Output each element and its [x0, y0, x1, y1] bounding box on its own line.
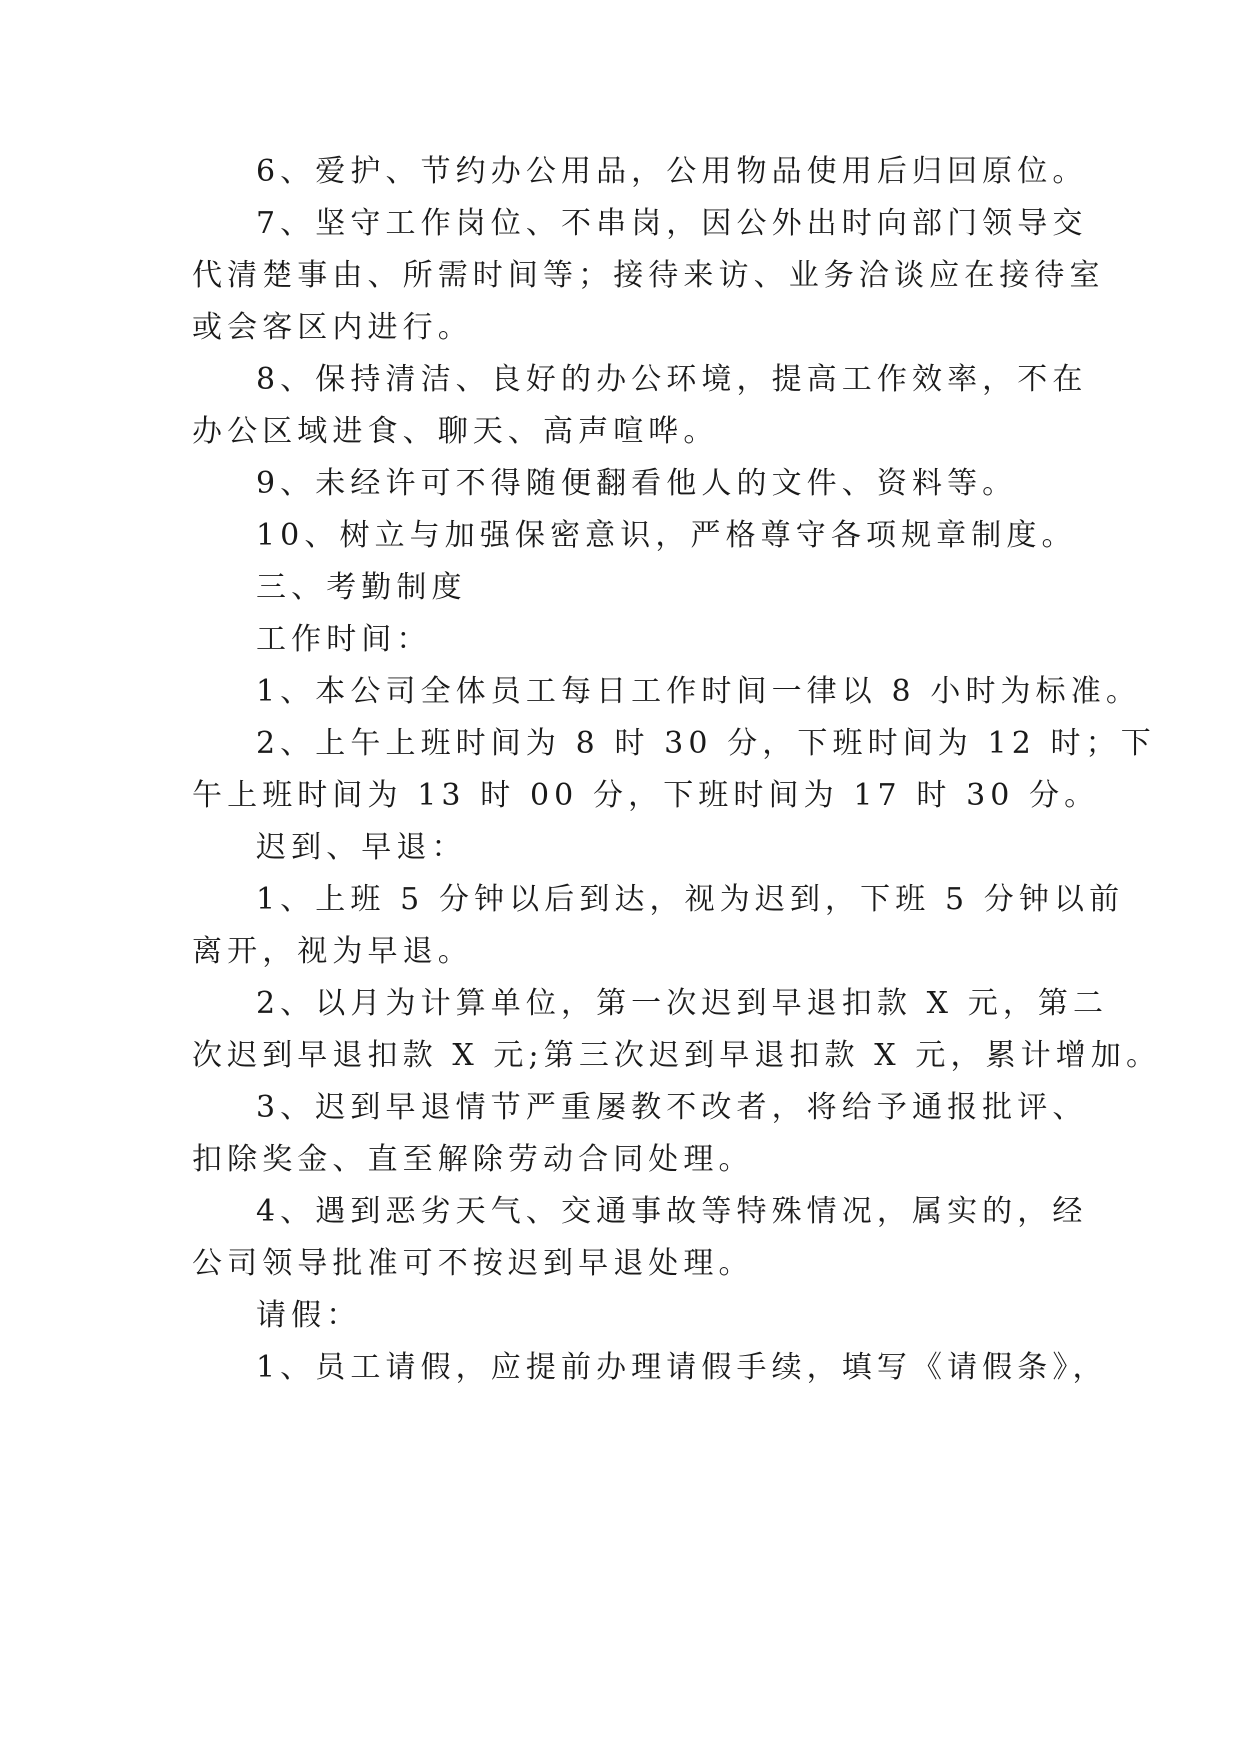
- late-early-item-4-line-2: 公司领导批准可不按迟到早退处理。: [192, 1246, 754, 1281]
- late-early-item-3-line-1: 3、迟到早退情节严重屡教不改者，将给予通报批评、: [256, 1090, 1088, 1125]
- paragraph-item-6-line-1: 6、爱护、节约办公用品，公用物品使用后归回原位。: [256, 154, 1088, 189]
- paragraph-item-9: 9、未经许可不得随便翻看他人的文件、资料等。: [256, 466, 1018, 501]
- work-hours-item-1: 1、本公司全体员工每日工作时间一律以 8 小时为标准。: [256, 674, 1141, 709]
- work-hours-item-2-line-1: 2、上午上班时间为 8 时 30 分，下班时间为 12 时；下: [256, 726, 1156, 761]
- late-early-item-1-line-1: 1、上班 5 分钟以后到达，视为迟到，下班 5 分钟以前: [256, 882, 1125, 917]
- paragraph-item-7-line-3: 或会客区内进行。: [192, 310, 473, 345]
- late-early-item-1-line-2: 离开，视为早退。: [192, 934, 473, 969]
- paragraph-item-8-line-1: 8、保持清洁、良好的办公环境，提高工作效率，不在: [256, 362, 1088, 397]
- late-early-item-3-line-2: 扣除奖金、直至解除劳动合同处理。: [192, 1142, 754, 1177]
- subheading-late-early: 迟到、早退：: [256, 830, 467, 865]
- late-early-item-2-line-2: 次迟到早退扣款 X 元;第三次迟到早退扣款 X 元，累计增加。: [192, 1038, 1162, 1073]
- paragraph-item-7-line-2: 代清楚事由、所需时间等；接待来访、业务洽谈应在接待室: [192, 258, 1105, 293]
- paragraph-item-8-line-2: 办公区域进食、聊天、高声喧哗。: [192, 414, 719, 449]
- subheading-leave: 请假：: [256, 1298, 362, 1333]
- paragraph-item-10: 10、树立与加强保密意识，严格尊守各项规章制度。: [256, 518, 1077, 553]
- late-early-item-4-line-1: 4、遇到恶劣天气、交通事故等特殊情况，属实的，经: [256, 1194, 1088, 1229]
- paragraph-item-7-line-1: 7、坚守工作岗位、不串岗，因公外出时向部门领导交: [256, 206, 1088, 241]
- work-hours-item-2-line-2: 午上班时间为 13 时 00 分，下班时间为 17 时 30 分。: [192, 778, 1100, 813]
- leave-item-1-line-1: 1、员工请假，应提前办理请假手续，填写《请假条》，: [256, 1350, 1108, 1385]
- subheading-work-hours: 工作时间：: [256, 622, 432, 657]
- late-early-item-2-line-1: 2、以月为计算单位，第一次迟到早退扣款 X 元，第二: [256, 986, 1109, 1021]
- section-heading-attendance: 三、考勤制度: [256, 570, 467, 605]
